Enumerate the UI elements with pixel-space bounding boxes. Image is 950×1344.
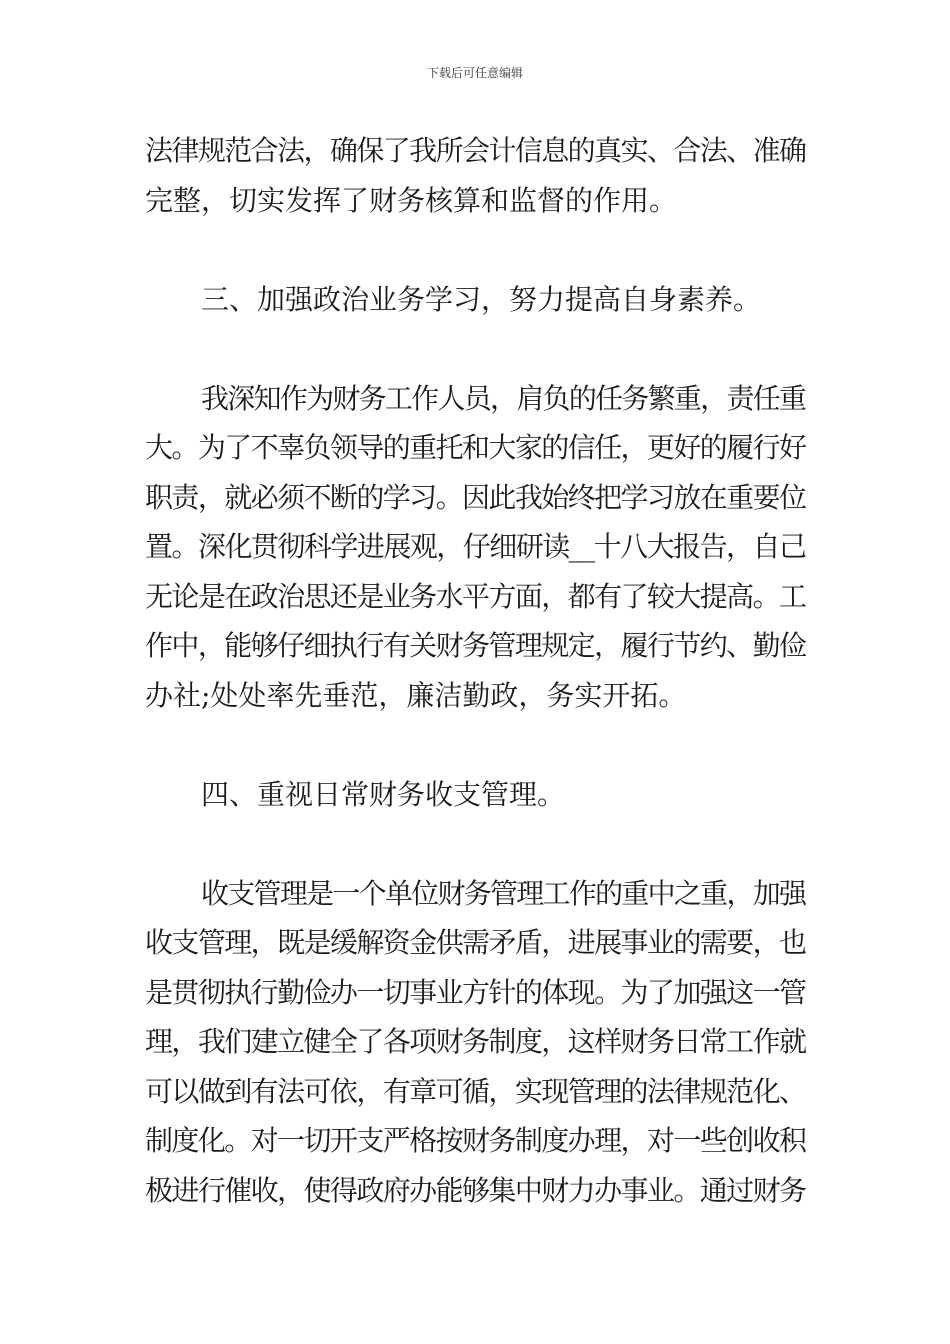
paragraph-line: 制度化。对一切开支严格按财务制度办理，对一些创收积 <box>145 1124 806 1157</box>
paragraph-line: 作中，能够仔细执行有关财务管理规定，履行节约、勤俭 <box>145 629 806 662</box>
paragraph-line: 我深知作为财务工作人员，肩负的任务繁重，责任重 <box>201 381 806 415</box>
paragraph-line: 极进行催收，使得政府办能够集中财力办事业。通过财务 <box>145 1173 806 1207</box>
paragraph-1 <box>145 126 807 225</box>
paragraph-line: 三、加强政治业务学习，努力提高自身素养。 <box>201 282 762 316</box>
paragraph-line: 理，我们建立健全了各项财务制度，这样财务日常工作就 <box>145 1025 806 1058</box>
paragraph-line: 无论是在政治思还是业务水平方面，都有了较大提高。工 <box>145 579 806 613</box>
paragraph-line: 是贯彻执行勤俭办一切事业方针的体现。为了加强这一管 <box>145 975 806 1009</box>
page-header: 下载后可任意编辑 <box>426 66 523 80</box>
paragraph-3 <box>145 869 807 1216</box>
paragraph-line: 大。为了不辜负领导的重托和大家的信任，更好的履行好 <box>145 431 806 464</box>
paragraph-line: 收支管理，既是缓解资金供需矛盾，进展事业的需要，也 <box>145 926 806 959</box>
paragraph-line: 收支管理是一个单位财务管理工作的重中之重，加强 <box>201 876 806 910</box>
paragraph-line: 职责，就必须不断的学习。因此我始终把学习放在重要位 <box>145 480 806 514</box>
paragraph-line: 法律规范合法，确保了我所会计信息的真实、合法、准确 <box>145 134 806 167</box>
document-body <box>145 126 807 1215</box>
paragraph-line: 办社;处处率先垂范，廉洁勤政，务实开拓。 <box>145 678 687 712</box>
paragraph-line: 置。深化贯彻科学进展观，仔细研读__十八大报告，自己 <box>145 530 806 563</box>
section-heading-4 <box>145 770 807 820</box>
paragraph-line: 完整，切实发挥了财务核算和监督的作用。 <box>145 183 678 217</box>
section-heading-3 <box>145 275 807 325</box>
paragraph-line: 可以做到有法可依，有章可循，实现管理的法律规范化、 <box>145 1074 806 1108</box>
paragraph-2 <box>145 374 807 721</box>
paragraph-line: 四、重视日常财务收支管理。 <box>201 777 566 811</box>
